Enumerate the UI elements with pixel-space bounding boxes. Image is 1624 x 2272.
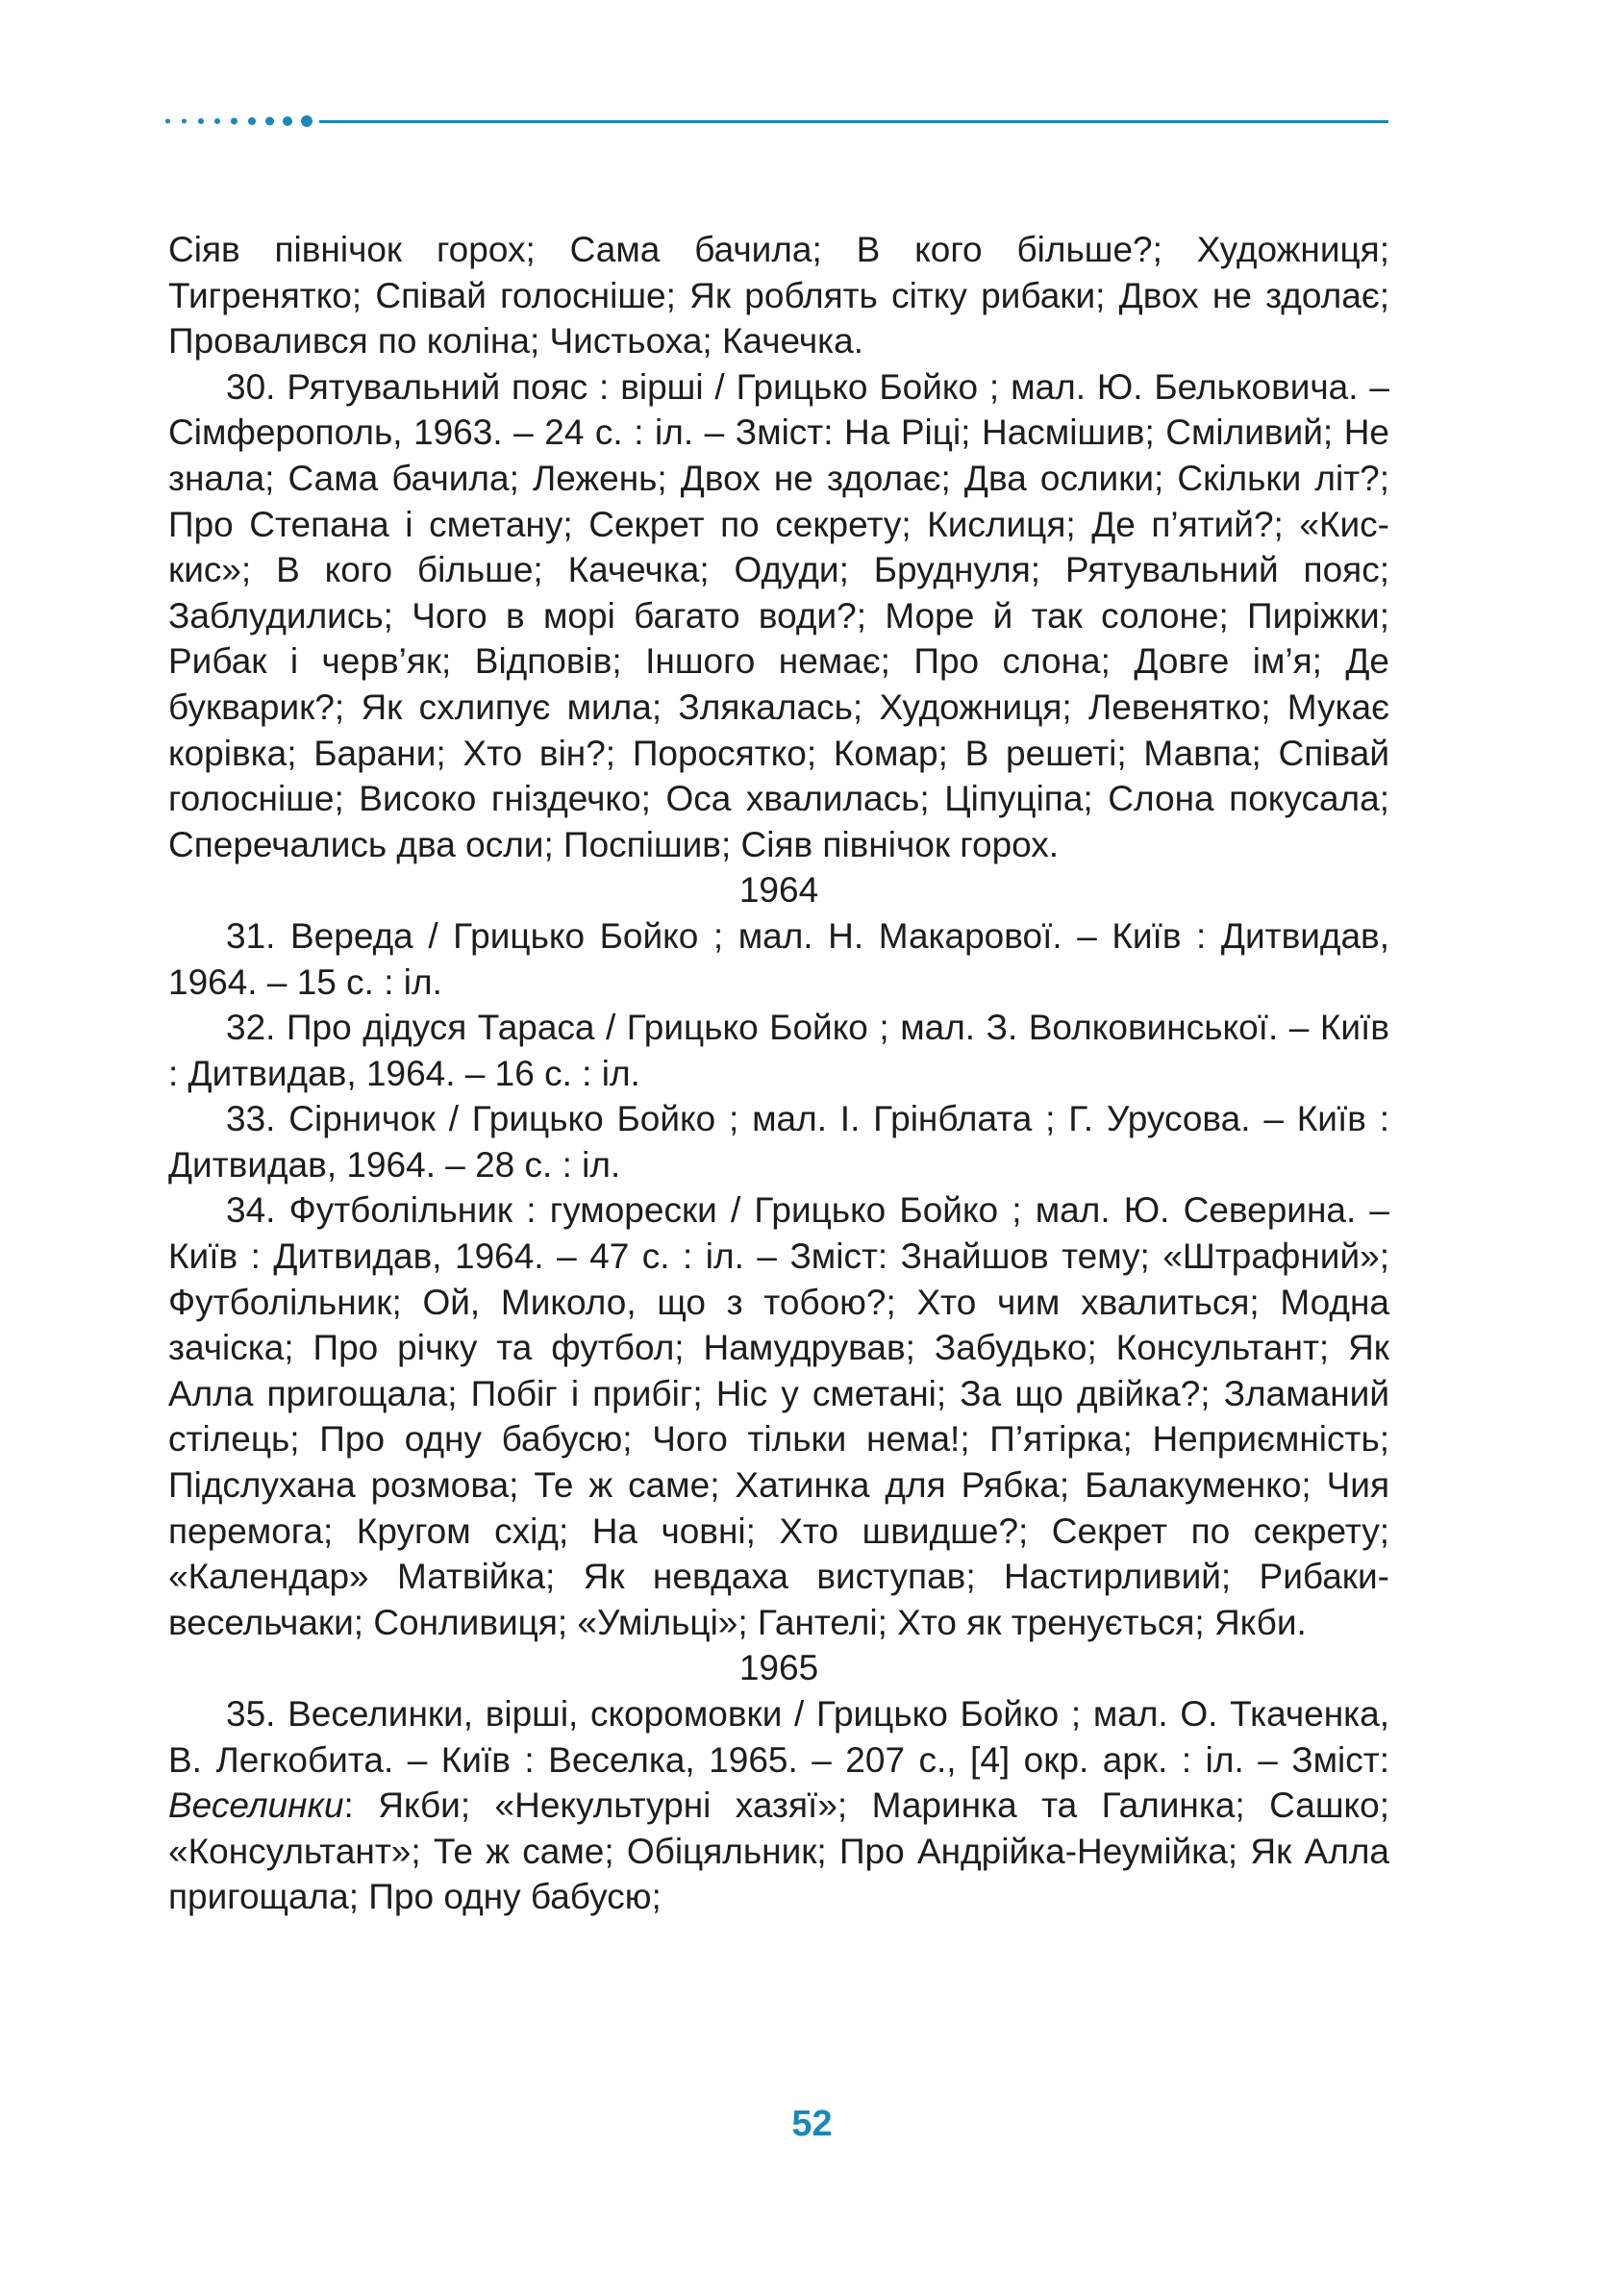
entry-31: 31. Вереда / Грицько Бойко ; мал. Н. Макарової. – Київ : Дитвидав, 1964. – 15 с. : іл. [168, 915, 1389, 1002]
header-dot [248, 117, 256, 125]
header-dot [198, 118, 204, 124]
header-dot [265, 117, 274, 126]
header-rule [165, 113, 1388, 129]
entry-32: 32. Про дідуся Тараса / Грицько Бойко ; мал. З. Волковинської. – Київ : Дитвидав, 1964. – 16 с. : іл. [168, 1008, 1389, 1093]
header-line [319, 120, 1388, 123]
entry-30: 30. Рятувальний пояс : вірші / Грицько Бойко ; мал. Ю. Бельковича. – Сімферополь, 1963. – 24 с. : іл. – Зміст: На Ріці; Насмішив; Сміливий; Не знала; Сама бачила; Лежень; Двох не здолає; Два ослики; Скільки літ?; Про Степана і сметану; Секрет по секрету; Кислиця; Де п’ятий?; «Кис-кис»; В кого більше; Качечка; Одуди; Бруднуля; Рятувальний пояс; Заблудились; Чого в морі багато води?; Море й так солоне; Пиріжки; Рибак і черв’як; Відповів; Іншого немає; Про слона; Довге ім’я; Де букварик?; Як схлипує мила; Злякалась; Художниця; Левенятко; Мукає корівка; Барани; Хто він?; Поросятко; Комар; В решеті; Мавпа; Співай голосніше; Високо гніздечко; Оса хвалилась; Ціпуціпа; Слона покусала; Сперечались два осли; Поспішив; Сіяв північок горох. [168, 366, 1389, 864]
entry-33: 33. Сірничок / Грицько Бойко ; мал. І. Грінблата ; Г. Урусова. – Київ : Дитвидав, 1964. – 28 с. : іл. [168, 1099, 1389, 1185]
entry-35-text: 35. Веселинки, вірші, скоромовки / Грицько Бойко ; мал. О. Ткаченка, В. Легкобита. – Київ : Веселка, 1965. – 207 с., [4] окр. арк. : іл. – Зміст: [168, 1694, 1389, 1780]
entry-35-italic: Веселинки [168, 1785, 344, 1826]
header-dot [283, 116, 292, 126]
header-dot [214, 118, 220, 124]
entry-34: 34. Футболільник : гуморески / Грицько Бойко ; мал. Ю. Северина. – Київ : Дитвидав, 1964. – 47 с. : іл. – Зміст: Знайшов тему; «Штрафний»; Футболільник; Ой, Миколо, що з тобою?; Хто чим хвалиться; Модна зачіска; Про річку та футбол; Намудрував; Забудько; Консультант; Як Алла пригощала; Побіг і прибіг; Ніс у сметані; За що двійка?; Зламаний стілець; Про одну бабусю; Чого тільки нема!; П’ятірка; Неприємність; Підслухана розмова; Те ж саме; Хатинка для Рябка; Балакуменко; Чия перемога; Кругом схід; На човні; Хто швидше?; Секрет по секрету; «Календар» Матвійка; Як невдаха виступав; Настирливий; Рибаки-весельчаки; Сонливиця; «Умільці»; Гантелі; Хто як тренується; Якби. [168, 1190, 1389, 1642]
page-body [168, 227, 1389, 1920]
year-heading-1964: 1964 [738, 870, 819, 911]
header-dot [231, 118, 237, 125]
year-heading-1965: 1965 [738, 1648, 819, 1688]
entry-35 [168, 1691, 1389, 1920]
entry-35-text-rest: : Якби; «Некультурні хазяї»; Маринка та Галинка; Сашко; «Консультант»; Те ж саме; Обіцяльник; Про Андрійка-Неумійка; Як Алла пригощала; Про одну бабусю; [168, 1785, 1389, 1917]
header-dot [301, 115, 312, 127]
page-number: 52 [791, 2104, 833, 2144]
header-dot [165, 119, 170, 124]
header-dot [182, 119, 187, 124]
paragraph-continuation: Сіяв північок горох; Сама бачила; В кого більше?; Художниця; Тигренятко; Співай голосніше; Як роблять сітку рибаки; Двох не здолає; Провалився по коліна; Чистьоха; Качечка. [168, 230, 1389, 362]
